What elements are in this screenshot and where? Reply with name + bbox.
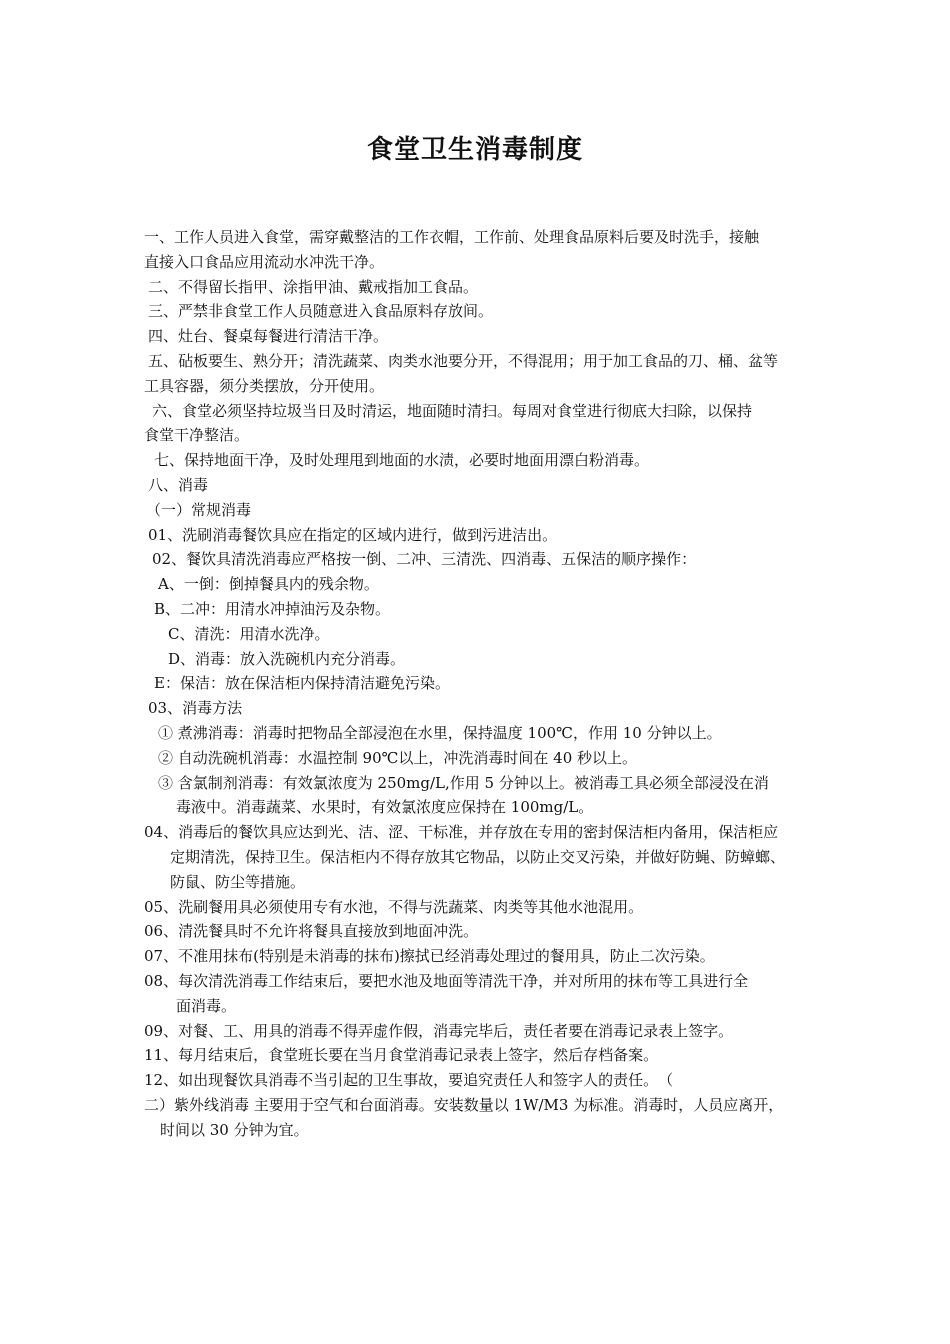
paragraph-line: 一、工作人员进入食堂，需穿戴整洁的工作衣帽，工作前、处理食品原料后要及时洗手，接触 [144, 228, 760, 246]
section-heading: 八、消毒 [148, 475, 209, 494]
paragraph-line: 时间以 30 分钟为宜。 [160, 1120, 309, 1139]
paragraph-line: 工具容器，须分类摆放，分开使用。 [144, 376, 385, 395]
paragraph-line: 12、如出现餐饮具消毒不当引起的卫生事故，要追究责任人和签字人的责任。 （ [144, 1071, 674, 1090]
paragraph-line: 定期清洗，保持卫生。保洁柜内不得存放其它物品，以防止交叉污染，并做好防蝇、防蟑螂、 [170, 847, 786, 866]
paragraph-line: 07、不准用抹布(特别是未消毒的抹布)擦拭已经消毒处理过的餐用具，防止二次污染。 [144, 947, 715, 966]
subsection-heading: （一）常规消毒 [146, 500, 252, 519]
list-item-continuation: 毒液中。消毒蔬菜、水果时，有效氯浓度应保持在 100mg/L。 [176, 798, 594, 817]
document-body [144, 225, 819, 1142]
paragraph-line: 06、清洗餐具时不允许将餐具直接放到地面冲洗。 [144, 922, 479, 941]
paragraph-line: 三、严禁非食堂工作人员随意进入食品原料存放间。 [148, 302, 494, 321]
paragraph-line: 08、每次清洗消毒工作结束后，要把水池及地面等清洗干净，并对所用的抹布等工具进行全 [144, 971, 749, 990]
list-item: E：保洁：放在保洁柜内保持清洁避免污染。 [154, 674, 450, 693]
paragraph-line: 面消毒。 [176, 996, 237, 1015]
list-item: B、二冲：用清水冲掉油污及杂物。 [154, 599, 391, 618]
paragraph-line: 四、灶台、餐桌每餐进行清洁干净。 [148, 327, 389, 346]
paragraph-line: 五、砧板要生、熟分开；清洗蔬菜、肉类水池要分开，不得混用；用于加工食品的刀、桶、盆等 [148, 351, 779, 370]
paragraph-line: 直接入口食品应用流动水冲洗干净。 [144, 252, 385, 271]
list-item: ② 自动洗碗机消毒：水温控制 90℃以上，冲洗消毒时间在 40 秒以上。 [158, 748, 638, 767]
list-item: D、消毒：放入洗碗机内充分消毒。 [168, 649, 406, 668]
paragraph-line: 05、洗刷餐用具必须使用专有水池，不得与洗蔬菜、肉类等其他水池混用。 [144, 897, 644, 916]
subsection-heading: 03、消毒方法 [148, 699, 243, 718]
paragraph-line: 09、对餐、工、用具的消毒不得弄虚作假，消毒完毕后，责任者要在消毒记录表上签字。 [144, 1021, 734, 1040]
paragraph-line: 七、保持地面干净，及时处理甩到地面的水渍，必要时地面用漂白粉消毒。 [154, 451, 650, 470]
paragraph-line: 04、消毒后的餐饮具应达到光、洁、涩、干标准，并存放在专用的密封保洁柜内备用，保洁柜应 [144, 823, 779, 842]
paragraph-line: 01、洗刷消毒餐饮具应在指定的区域内进行，做到污进洁出。 [148, 525, 558, 544]
paragraph-line: 食堂干净整洁。 [144, 426, 250, 445]
list-item: ① 煮沸消毒：消毒时把物品全部浸泡在水里，保持温度 100℃，作用 10 分钟以上。 [158, 723, 722, 742]
list-item: C、清洗：用清水洗净。 [168, 624, 330, 643]
document-title: 食堂卫生消毒制度 [366, 135, 583, 165]
paragraph-line: 11、每月结束后，食堂班长要在当月食堂消毒记录表上签字，然后存档备案。 [144, 1046, 659, 1065]
paragraph-line: 防鼠、防尘等措施。 [170, 872, 306, 891]
list-item: ③ 含氯制剂消毒：有效氯浓度为 250mg/L,作用 5 分钟以上。被消毒工具必须全部浸没在消 [158, 773, 769, 792]
paragraph-line: 二）紫外线消毒 主要用于空气和台面消毒。安装数量以 1W/M3 为标准。消毒时，人员应离开， [144, 1095, 784, 1114]
list-item: A、一倒：倒掉餐具内的残余物。 [158, 575, 379, 594]
paragraph-line: 六、食堂必须坚持垃圾当日及时清运，地面随时清扫。每周对食堂进行彻底大扫除，以保持 [152, 401, 753, 420]
paragraph-line: 02、餐饮具清洗消毒应严格按一倒、二冲、三清洗、四消毒、五保洁的顺序操作： [152, 550, 697, 569]
paragraph-line: 二、不得留长指甲、涂指甲油、戴戒指加工食品。 [148, 277, 479, 296]
